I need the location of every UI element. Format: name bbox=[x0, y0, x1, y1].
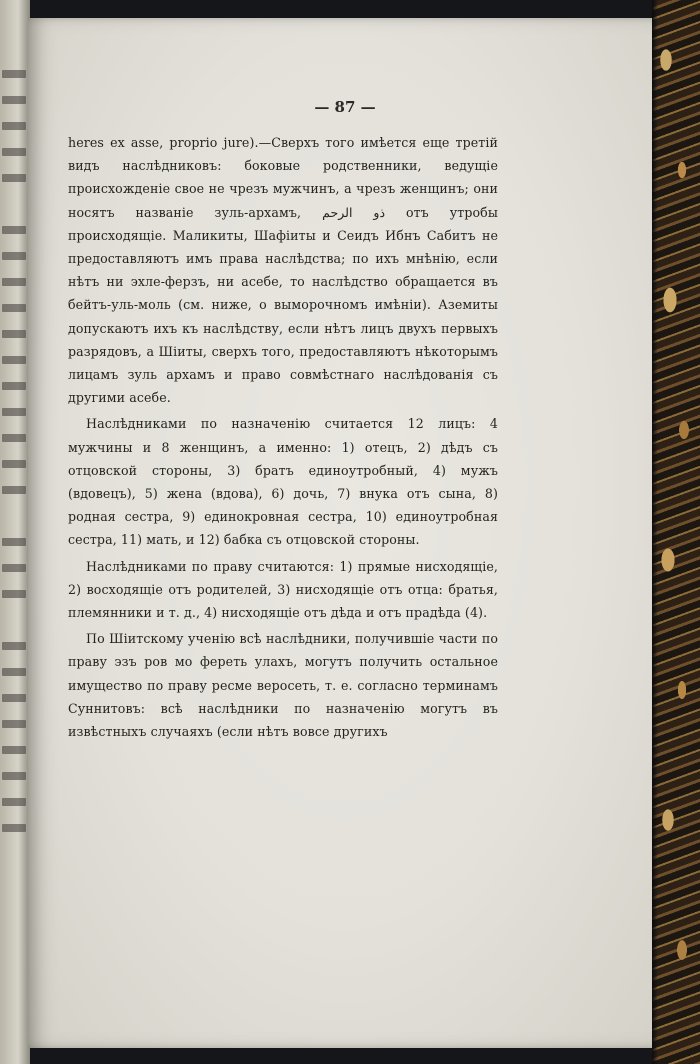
page-number: — 87 — bbox=[314, 98, 376, 116]
marbled-book-edge bbox=[652, 0, 700, 1064]
paragraph-heirs-by-right: Наслѣдниками по праву считаются: 1) прямые нисходящіе, 2) восходящіе отъ родителей, 3) нисходящіе отъ отца: братья, племянники и т. д., 4) нисходящіе отъ дѣда и отъ прадѣда (4). bbox=[68, 558, 498, 621]
paragraph-shiite-doctrine: По Шіитскому ученію всѣ наслѣдники, получившіе части по праву эзъ ров мо фереть улахъ, могутъ получить остальное имущество по праву ресме веросеть, т. е. согласно терминамъ Суннитовъ: всѣ наслѣдники по назначенію могутъ въ извѣстныхъ случаяхъ (если нѣтъ вовсе другихъ bbox=[68, 631, 498, 740]
page-gutter-shadow bbox=[652, 0, 658, 1064]
previous-page-text-fragments bbox=[0, 0, 30, 1064]
page-text-column bbox=[68, 131, 498, 743]
paragraph-heirs-by-appointment: Наслѣдниками по назначенію считается 12 лицъ: 4 мужчины и 8 женщинъ, а именно: 1) отецъ, 2) дѣдъ съ отцовской стороны, 3) братъ единоутробный, 4) мужъ (вдовецъ), 5) жена (вдова), 6) дочь, 7) внука отъ сына, 8) родная сестра, 9) единокровная сестра, 10) единоутробная сестра, 11) мать, и 12) бабка съ отцовской стороны. bbox=[68, 416, 498, 548]
book-page bbox=[28, 18, 662, 1048]
previous-page-edge bbox=[0, 0, 30, 1064]
paragraph-heirs-third-kind: heres ex asse, proprio jure).—Сверхъ того имѣется еще третій видъ наслѣдниковъ: боковые родственники, ведущіе происхожденіе свое не чрезъ мужчинъ, а чрезъ женщинъ; они носятъ названіе зуль-архамъ, ذو الرحم отъ утробы происходящіе. Маликиты, Шафіиты и Сеидъ Ибнъ Сабитъ не предоставляютъ имъ права наслѣдства; по ихъ мнѣнію, если нѣтъ ни эхле-ферзъ, ни асебе, то наслѣдство обращается въ бейтъ-уль-моль (см. ниже, о выморочномъ имѣніи). Аземиты допускаютъ ихъ къ наслѣдству, если нѣтъ лицъ двухъ первыхъ разрядовъ, а Шіиты, сверхъ того, предоставляютъ нѣкоторымъ лицамъ зуль архамъ и право совмѣстнаго наслѣдованія съ другими асебе. bbox=[68, 135, 498, 406]
